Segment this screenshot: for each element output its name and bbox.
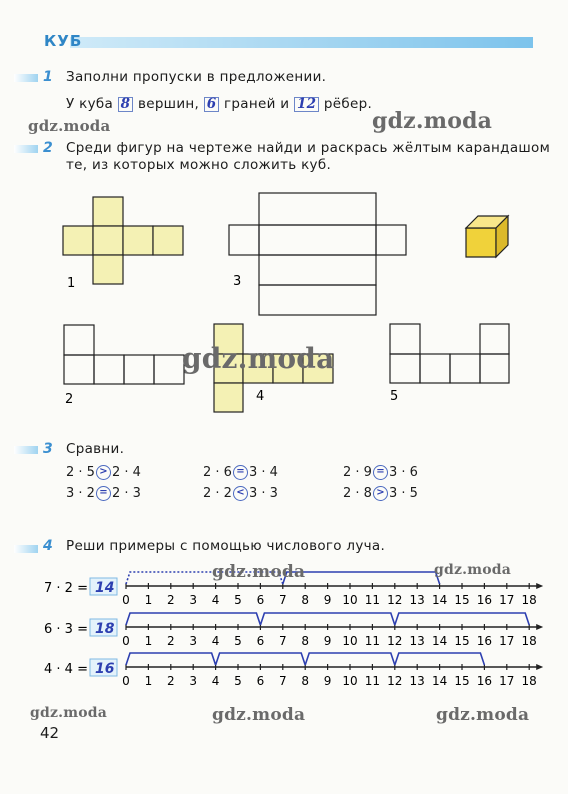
comparison-item [343, 486, 418, 501]
jump-arc [260, 613, 394, 625]
jump-arc [126, 613, 260, 625]
figure-label: 3 [233, 274, 242, 289]
axis-arrow [536, 583, 543, 589]
task1-sentence [66, 96, 372, 112]
task-marker [14, 545, 38, 553]
comparison-right: 3 · 6 [388, 465, 418, 480]
page-number: 42 [40, 724, 60, 742]
section-header-bar [70, 37, 533, 48]
task-number: 1 [43, 69, 53, 85]
tick-label: 12 [387, 634, 403, 648]
tick-label: 10 [342, 674, 358, 688]
tick-label: 16 [476, 634, 493, 648]
number-line-exercises [0, 560, 568, 720]
figure-label: 1 [67, 276, 76, 291]
watermark: gdz.moda [434, 562, 512, 578]
watermark: gdz.moda [182, 342, 335, 375]
comparison-left: 2 · 5 [66, 465, 95, 480]
task-number: 3 [43, 441, 53, 457]
net-figure-5 [390, 324, 509, 383]
comparison-left: 2 · 2 [203, 486, 232, 501]
comparison-item [203, 486, 278, 501]
tick-label: 17 [499, 593, 515, 607]
comparison-right: 3 · 4 [248, 465, 278, 480]
task-number: 4 [43, 538, 53, 554]
tick-label: 8 [301, 593, 310, 607]
cube-figure [466, 216, 508, 257]
tick-label: 10 [342, 634, 358, 648]
tick-label: 3 [189, 674, 198, 688]
tick-label: 11 [364, 674, 381, 688]
tick-label: 5 [234, 593, 242, 607]
comparison-left: 2 · 6 [203, 465, 232, 480]
sentence-part: У куба [66, 96, 114, 112]
tick-label: 8 [301, 634, 310, 648]
tick-label: 12 [387, 674, 403, 688]
tick-label: 13 [409, 634, 425, 648]
task-prompt: Сравни. [66, 441, 125, 457]
answer-edges: 12 [294, 97, 319, 112]
cube-nets-figure [0, 185, 568, 425]
example-expression: 6 · 3 = [44, 622, 88, 637]
tick-label: 5 [234, 674, 242, 688]
jump-arc [283, 572, 440, 584]
tick-label: 2 [166, 593, 175, 607]
tick-label: 9 [323, 593, 332, 607]
jump-arc [395, 613, 529, 625]
task-marker [14, 74, 38, 82]
tick-label: 9 [323, 634, 332, 648]
figure-label: 4 [256, 389, 265, 404]
figure-label: 5 [390, 389, 399, 404]
axis-arrow [536, 624, 543, 630]
figure-label: 2 [65, 392, 74, 407]
tick-label: 15 [454, 634, 470, 648]
tick-label: 2 [166, 674, 175, 688]
tick-label: 9 [323, 674, 332, 688]
comparison-right: 3 · 3 [248, 486, 278, 501]
comparison-item [66, 486, 141, 501]
comparison-left: 2 · 9 [343, 465, 372, 480]
comparison-right: 2 · 3 [111, 486, 141, 501]
comparison-sign: = [96, 486, 111, 501]
tick-label: 4 [211, 593, 220, 607]
comparison-right: 2 · 4 [111, 465, 141, 480]
example-expression: 4 · 4 = [44, 662, 88, 677]
tick-label: 6 [256, 634, 265, 648]
watermark: gdz.moda [212, 562, 306, 582]
tick-label: 14 [431, 674, 448, 688]
tick-label: 0 [122, 593, 130, 607]
comparison-sign: > [373, 486, 388, 501]
answer-faces: 6 [204, 97, 220, 112]
comparison-left: 2 · 8 [343, 486, 372, 501]
watermark: gdz.moda [436, 705, 530, 725]
tick-label: 11 [364, 634, 381, 648]
example-answer: 14 [95, 580, 115, 596]
task-prompt: Реши примеры с помощью числового луча. [66, 538, 386, 554]
watermark: gdz.moda [212, 705, 306, 725]
jump-arc [126, 653, 216, 665]
tick-label: 4 [211, 674, 220, 688]
watermark: gdz.moda [372, 108, 493, 134]
net-figure-1 [63, 197, 183, 284]
tick-label: 17 [499, 634, 515, 648]
tick-label: 18 [521, 593, 537, 607]
example-answer: 16 [95, 661, 115, 677]
sentence-part: вершин, [137, 96, 200, 112]
comparison-left: 3 · 2 [66, 486, 95, 501]
tick-label: 14 [431, 634, 448, 648]
watermark: gdz.moda [30, 705, 108, 721]
jump-arc [305, 653, 395, 665]
comparison-item [203, 465, 278, 480]
comparison-sign: < [233, 486, 248, 501]
tick-label: 0 [122, 674, 130, 688]
tick-label: 5 [234, 634, 242, 648]
tick-label: 2 [166, 634, 175, 648]
axis-arrow [536, 664, 543, 670]
tick-label: 6 [256, 674, 265, 688]
tick-label: 12 [387, 593, 403, 607]
sentence-part: рёбер. [323, 96, 373, 112]
section-title: КУБ [44, 32, 83, 50]
tick-label: 16 [476, 674, 493, 688]
tick-label: 13 [409, 593, 425, 607]
tick-label: 18 [521, 674, 537, 688]
comparison-sign: = [233, 465, 248, 480]
tick-label: 3 [189, 593, 198, 607]
tick-label: 13 [409, 674, 425, 688]
example-expression: 7 · 2 = [44, 581, 88, 596]
net-figure-3 [229, 193, 406, 315]
tick-label: 16 [476, 593, 493, 607]
task-prompt: Заполни пропуски в предложении. [66, 69, 327, 85]
net-figure-2 [64, 325, 184, 384]
tick-label: 10 [342, 593, 358, 607]
tick-label: 15 [454, 674, 470, 688]
tick-label: 4 [211, 634, 220, 648]
answer-vertices: 8 [118, 97, 134, 112]
task-prompt-line2: те, из которых можно сложить куб. [66, 157, 332, 173]
tick-label: 7 [278, 674, 287, 688]
task-marker [14, 446, 38, 454]
task-number: 2 [43, 140, 53, 156]
tick-label: 1 [144, 634, 153, 648]
comparison-sign: = [373, 465, 388, 480]
jump-arc [216, 653, 306, 665]
tick-label: 0 [122, 634, 130, 648]
comparison-item [343, 465, 418, 480]
tick-label: 7 [278, 593, 287, 607]
comparison-sign: > [96, 465, 111, 480]
comparison-item [66, 465, 141, 480]
tick-label: 6 [256, 593, 265, 607]
tick-label: 18 [521, 634, 537, 648]
tick-label: 14 [431, 593, 448, 607]
tick-label: 15 [454, 593, 470, 607]
task-marker [14, 145, 38, 153]
watermark: gdz.moda [28, 117, 111, 135]
tick-label: 1 [144, 674, 153, 688]
tick-label: 11 [364, 593, 381, 607]
tick-label: 7 [278, 634, 287, 648]
tick-label: 3 [189, 634, 198, 648]
tick-label: 1 [144, 593, 153, 607]
jump-arc [395, 653, 485, 665]
task-prompt-line1: Среди фигур на чертеже найди и раскрась жёлтым карандашом [66, 140, 551, 156]
sentence-part: граней и [224, 96, 290, 112]
example-answer: 18 [95, 621, 115, 637]
tick-label: 8 [301, 674, 310, 688]
tick-label: 17 [499, 674, 515, 688]
comparison-right: 3 · 5 [388, 486, 418, 501]
